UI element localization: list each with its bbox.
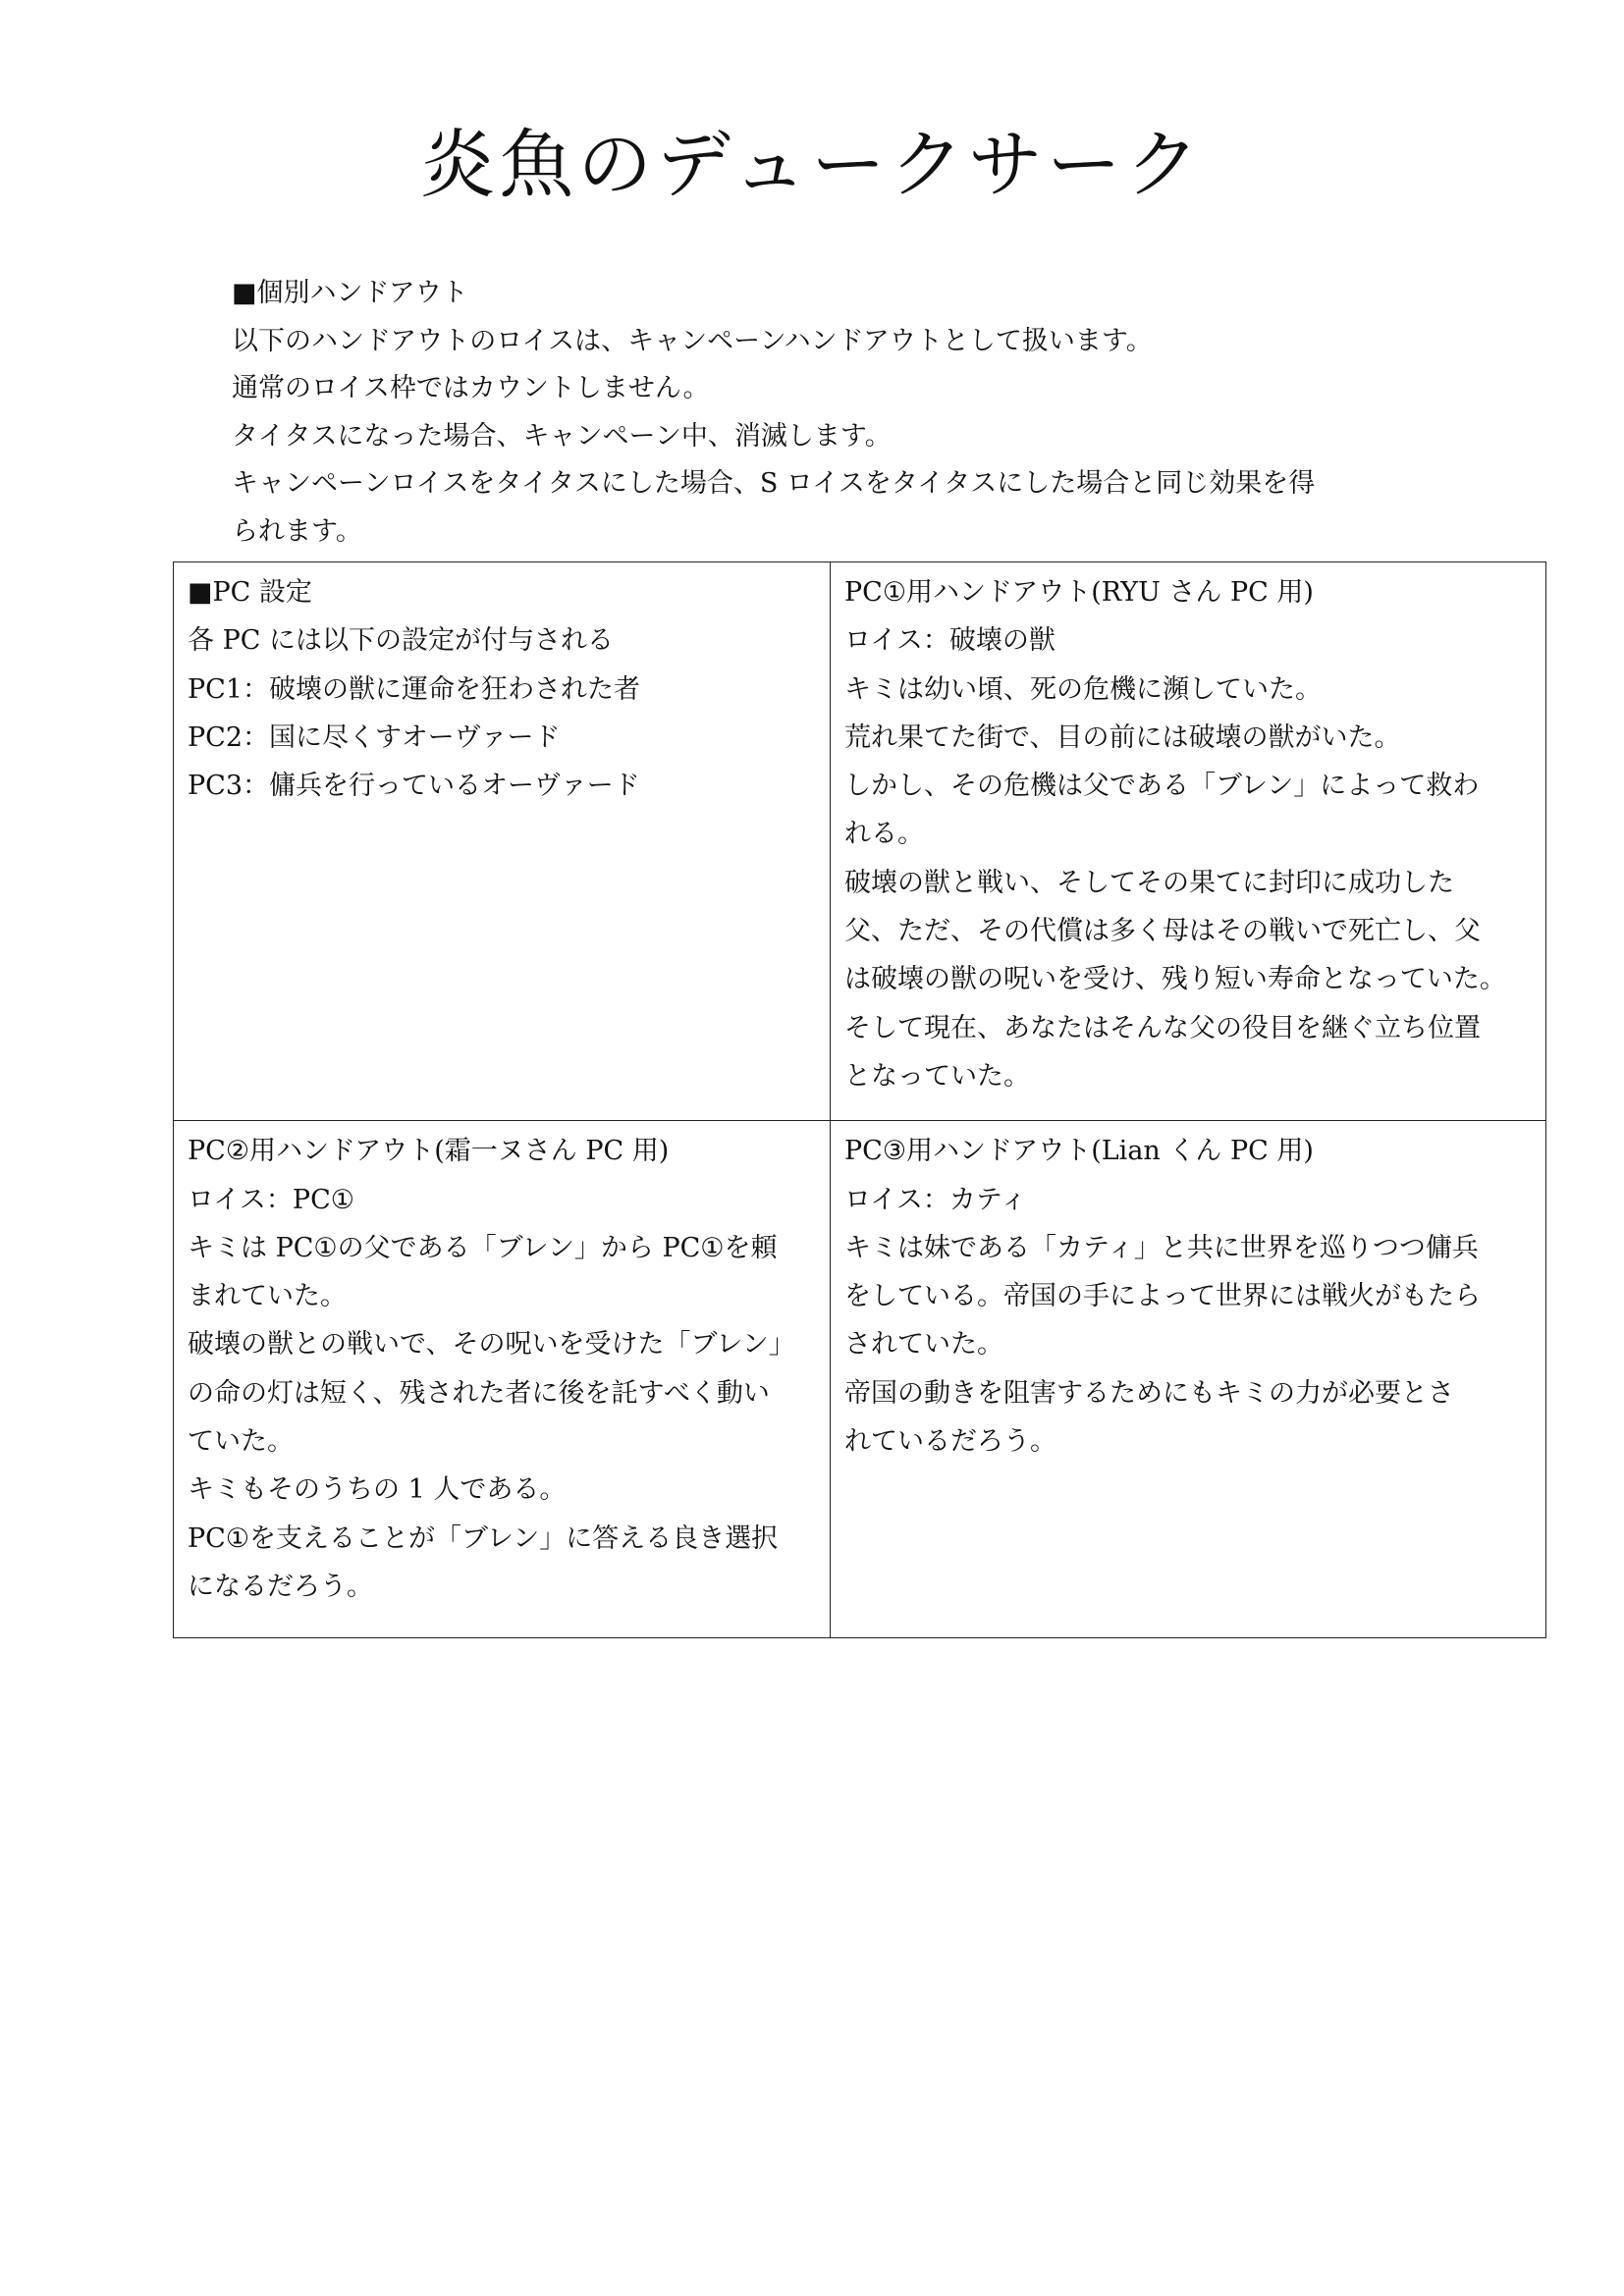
handout-table	[173, 561, 1546, 1638]
pc1-handout-line: 荒れ果てた街で、目の前には破壊の獣がいた。	[844, 721, 1401, 753]
pc-settings-line: 各 PC には以下の設定が付与される	[188, 625, 614, 657]
pc2-handout-heading: PC②用ハンドアウト(霜一ヌさん PC 用)	[188, 1136, 670, 1167]
pc1-handout-line: そして現在、あなたはそんな父の役目を継ぐ立ち位置	[844, 1012, 1481, 1043]
pc2-handout-cell	[174, 1121, 831, 1638]
pc2-handout-line: になるだろう。	[188, 1571, 373, 1602]
pc2-handout-line: PC①を支えることが「ブレン」に答える良き選択	[188, 1522, 779, 1554]
pc1-handout-line: キミは幼い頃、死の危機に瀕していた。	[844, 673, 1322, 705]
pc1-handout-line: 破壊の獣と戦い、そしてその果てに封印に成功した	[844, 867, 1454, 898]
pc3-handout-line: ロイス：カティ	[844, 1184, 1027, 1215]
pc2-handout-line: 破壊の獣との戦いで、その呪いを受けた「ブレン」	[188, 1329, 795, 1361]
intro-section	[232, 270, 1420, 556]
pc1-handout-cell	[831, 562, 1546, 1121]
handout-row	[174, 562, 1546, 1121]
pc-settings-line: PC3：傭兵を行っているオーヴァード	[188, 771, 640, 802]
pc3-handout-line: れているだろう。	[844, 1426, 1056, 1458]
pc3-handout-line: されていた。	[844, 1329, 1003, 1361]
pc1-handout-heading: PC①用ハンドアウト(RYU さん PC 用)	[844, 577, 1314, 608]
pc2-handout-line: キミもそのうちの 1 人である。	[188, 1474, 567, 1506]
document-title: 炎魚のデュークサーク	[420, 121, 1204, 208]
pc2-handout-line: まれていた。	[188, 1281, 347, 1312]
pc2-handout-line: ていた。	[188, 1426, 294, 1458]
pc3-handout-line: キミは妹である「カティ」と共に世界を巡りつつ傭兵	[844, 1232, 1479, 1263]
pc1-handout-line: しかし、その危機は父である「ブレン」によって救わ	[844, 771, 1480, 802]
intro-line: 通常のロイス枠ではカウントしません。	[232, 373, 710, 403]
intro-heading: ■個別ハンドアウト	[232, 278, 468, 308]
pc3-handout-cell	[831, 1121, 1546, 1638]
pc3-handout-line: 帝国の動きを阻害するためにもキミの力が必要とさ	[844, 1377, 1454, 1409]
intro-line: られます。	[232, 515, 362, 547]
pc3-handout-line: をしている。帝国の手によって世界には戦火がもたら	[844, 1281, 1481, 1312]
pc1-handout-line: となっていた。	[844, 1060, 1030, 1092]
pc1-handout-line: ロイス：破壊の獣	[844, 625, 1056, 657]
intro-line: タイタスになった場合、キャンペーン中、消滅します。	[232, 420, 892, 452]
pc1-handout-line: は破壊の獣の呪いを受け、残り短い寿命となっていた。	[844, 964, 1506, 995]
pc-settings-cell	[174, 562, 831, 1121]
pc-settings-line: PC2：国に尽くすオーヴァード	[188, 721, 561, 753]
intro-line: キャンペーンロイスをタイタスにした場合、S ロイスをタイタスにした場合と同じ効果を得	[232, 468, 1316, 499]
pc2-handout-line: キミは PC①の父である「ブレン」から PC①を頼	[188, 1232, 778, 1263]
pc1-handout-line: れる。	[844, 819, 924, 850]
pc-settings-line: PC1：破壊の獣に運命を狂わされた者	[188, 673, 641, 705]
handout-row	[174, 1121, 1546, 1638]
pc2-handout-line: の命の灯は短く、残された者に後を託すべく動い	[188, 1377, 770, 1409]
pc-settings-heading: ■PC 設定	[188, 577, 312, 608]
intro-line: 以下のハンドアウトのロイスは、キャンペーンハンドアウトとして扱います。	[232, 325, 1153, 356]
pc2-handout-line: ロイス：PC①	[188, 1184, 354, 1215]
pc3-handout-heading: PC③用ハンドアウト(Lian くん PC 用)	[844, 1136, 1314, 1167]
pc1-handout-line: 父、ただ、その代償は多く母はその戦いで死亡し、父	[844, 916, 1481, 947]
